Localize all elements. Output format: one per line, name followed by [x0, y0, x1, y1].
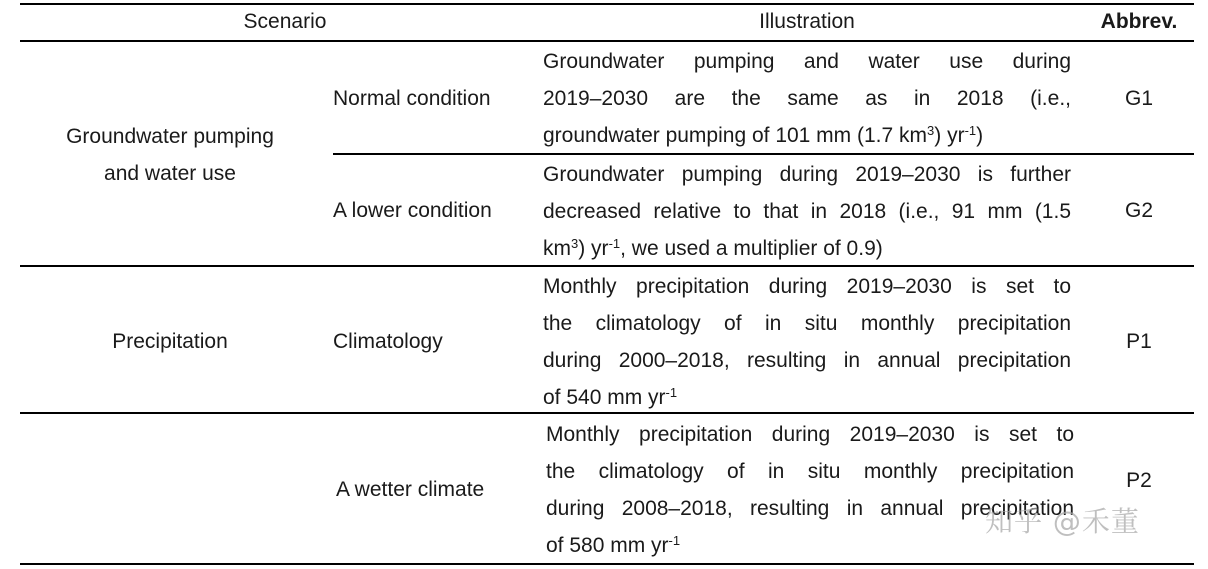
illustration-line: decreased relative to that in 2018 (i.e., 91 mm (1.5 — [543, 200, 1071, 223]
group-precipitation: Precipitation — [112, 330, 228, 353]
illustration-line: $km^3$) $yr^{-1}$, we used a multiplier of 0.9) — [543, 236, 883, 260]
header-scenario: Scenario — [243, 10, 327, 33]
header-illustration: Illustration — [759, 10, 855, 33]
illustration-line: of 580 mm $yr^{-1}$ — [546, 533, 681, 557]
table-top-rule — [20, 3, 1194, 5]
condition-climatology: Climatology — [333, 330, 443, 353]
illustration-line: Monthly precipitation during 2019–2030 is set to — [543, 275, 1071, 298]
illustration-line: Monthly precipitation during 2019–2030 is set to — [546, 423, 1074, 446]
scenario-table — [20, 0, 1194, 569]
condition-normal: Normal condition — [333, 87, 491, 110]
illustration-p2 — [546, 416, 1074, 564]
condition-wetter: A wetter climate — [336, 478, 485, 501]
illustration-line: of 540 mm $yr^{-1}$ — [543, 385, 678, 409]
illustration-line: during 2000–2018, resulting in annual precipitation — [543, 349, 1071, 372]
abbrev-g1: G1 — [1124, 87, 1153, 110]
illustration-g2 — [543, 156, 1071, 267]
condition-lower: A lower condition — [333, 199, 492, 222]
illustration-line: Groundwater pumping during 2019–2030 is further — [543, 163, 1071, 186]
header-rule — [20, 40, 1194, 42]
group-groundwater-line1: Groundwater pumping — [66, 125, 274, 148]
abbrev-p2: P2 — [1126, 469, 1152, 492]
illustration-line: during 2008–2018, resulting in annual precipitation — [546, 497, 1074, 520]
header-abbrev: Abbrev. — [1100, 10, 1178, 33]
illustration-line: groundwater pumping of 101 mm (1.7 $km^3$) $yr^{-1}$) — [543, 123, 984, 147]
illustration-line: 2019–2030 are the same as in 2018 (i.e., — [543, 87, 1071, 110]
illustration-g1 — [543, 43, 1071, 154]
abbrev-p1: P1 — [1126, 330, 1152, 353]
abbrev-g2: G2 — [1124, 199, 1153, 222]
illustration-line: the climatology of in situ monthly precipitation — [546, 460, 1074, 483]
illustration-line: the climatology of in situ monthly precipitation — [543, 312, 1071, 335]
watermark: 知乎 @禾董 — [985, 505, 1140, 538]
group-groundwater-line2: and water use — [104, 162, 236, 185]
illustration-line: Groundwater pumping and water use during — [543, 50, 1071, 73]
illustration-p1 — [543, 268, 1071, 416]
